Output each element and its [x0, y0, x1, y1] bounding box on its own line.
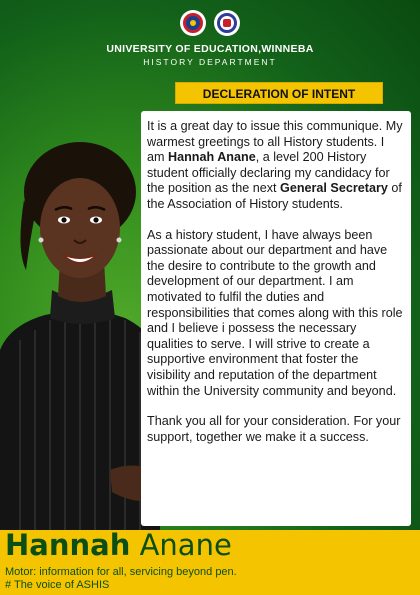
first-name: Hannah	[5, 528, 131, 562]
association-logo-icon	[214, 10, 240, 36]
intro-paragraph	[147, 119, 403, 213]
declaration-banner: DECLERATION OF INTENT	[175, 82, 383, 104]
department-name: HISTORY DEPARTMENT	[143, 57, 277, 67]
university-name: UNIVERSITY OF EDUCATION,WINNEBA	[106, 43, 314, 55]
candidate-name-inline: Hannah Anane	[168, 150, 256, 165]
position-title: General Secretary	[280, 181, 388, 196]
intro-text-continued: , a level 200 History student officially declaring my candidacy for the position as the next	[147, 150, 390, 196]
motivation-paragraph: As a history student, I have always been passionate about our department and have the desire to contribute to the growth and development of our department. I am motivated to fulfil the duties and responsibilities that comes along with this role and I believe i possess the necessary qualities to serve. I will strive to create a supportive environment that foster the visibility and reputation of the department within the University community and beyond.	[147, 227, 403, 398]
campaign-motto: Motor: information for all, servicing beyond pen.	[5, 566, 237, 578]
last-name: Anane	[139, 528, 232, 562]
candidate-name-heading	[5, 527, 232, 563]
candidate-portrait	[0, 140, 160, 530]
intro-text: It is a great day to issue this communique. My warmest greetings to all History students. I am	[147, 119, 403, 165]
campaign-hashtag: # The voice of ASHIS	[5, 579, 110, 591]
intro-text-end: of the Association of History students.	[147, 181, 402, 211]
declaration-text-card	[141, 111, 411, 526]
university-logo-icon	[180, 10, 206, 36]
closing-paragraph: Thank you all for your consideration. For your support, together we make it a success.	[147, 414, 401, 444]
logo-row	[0, 10, 420, 36]
